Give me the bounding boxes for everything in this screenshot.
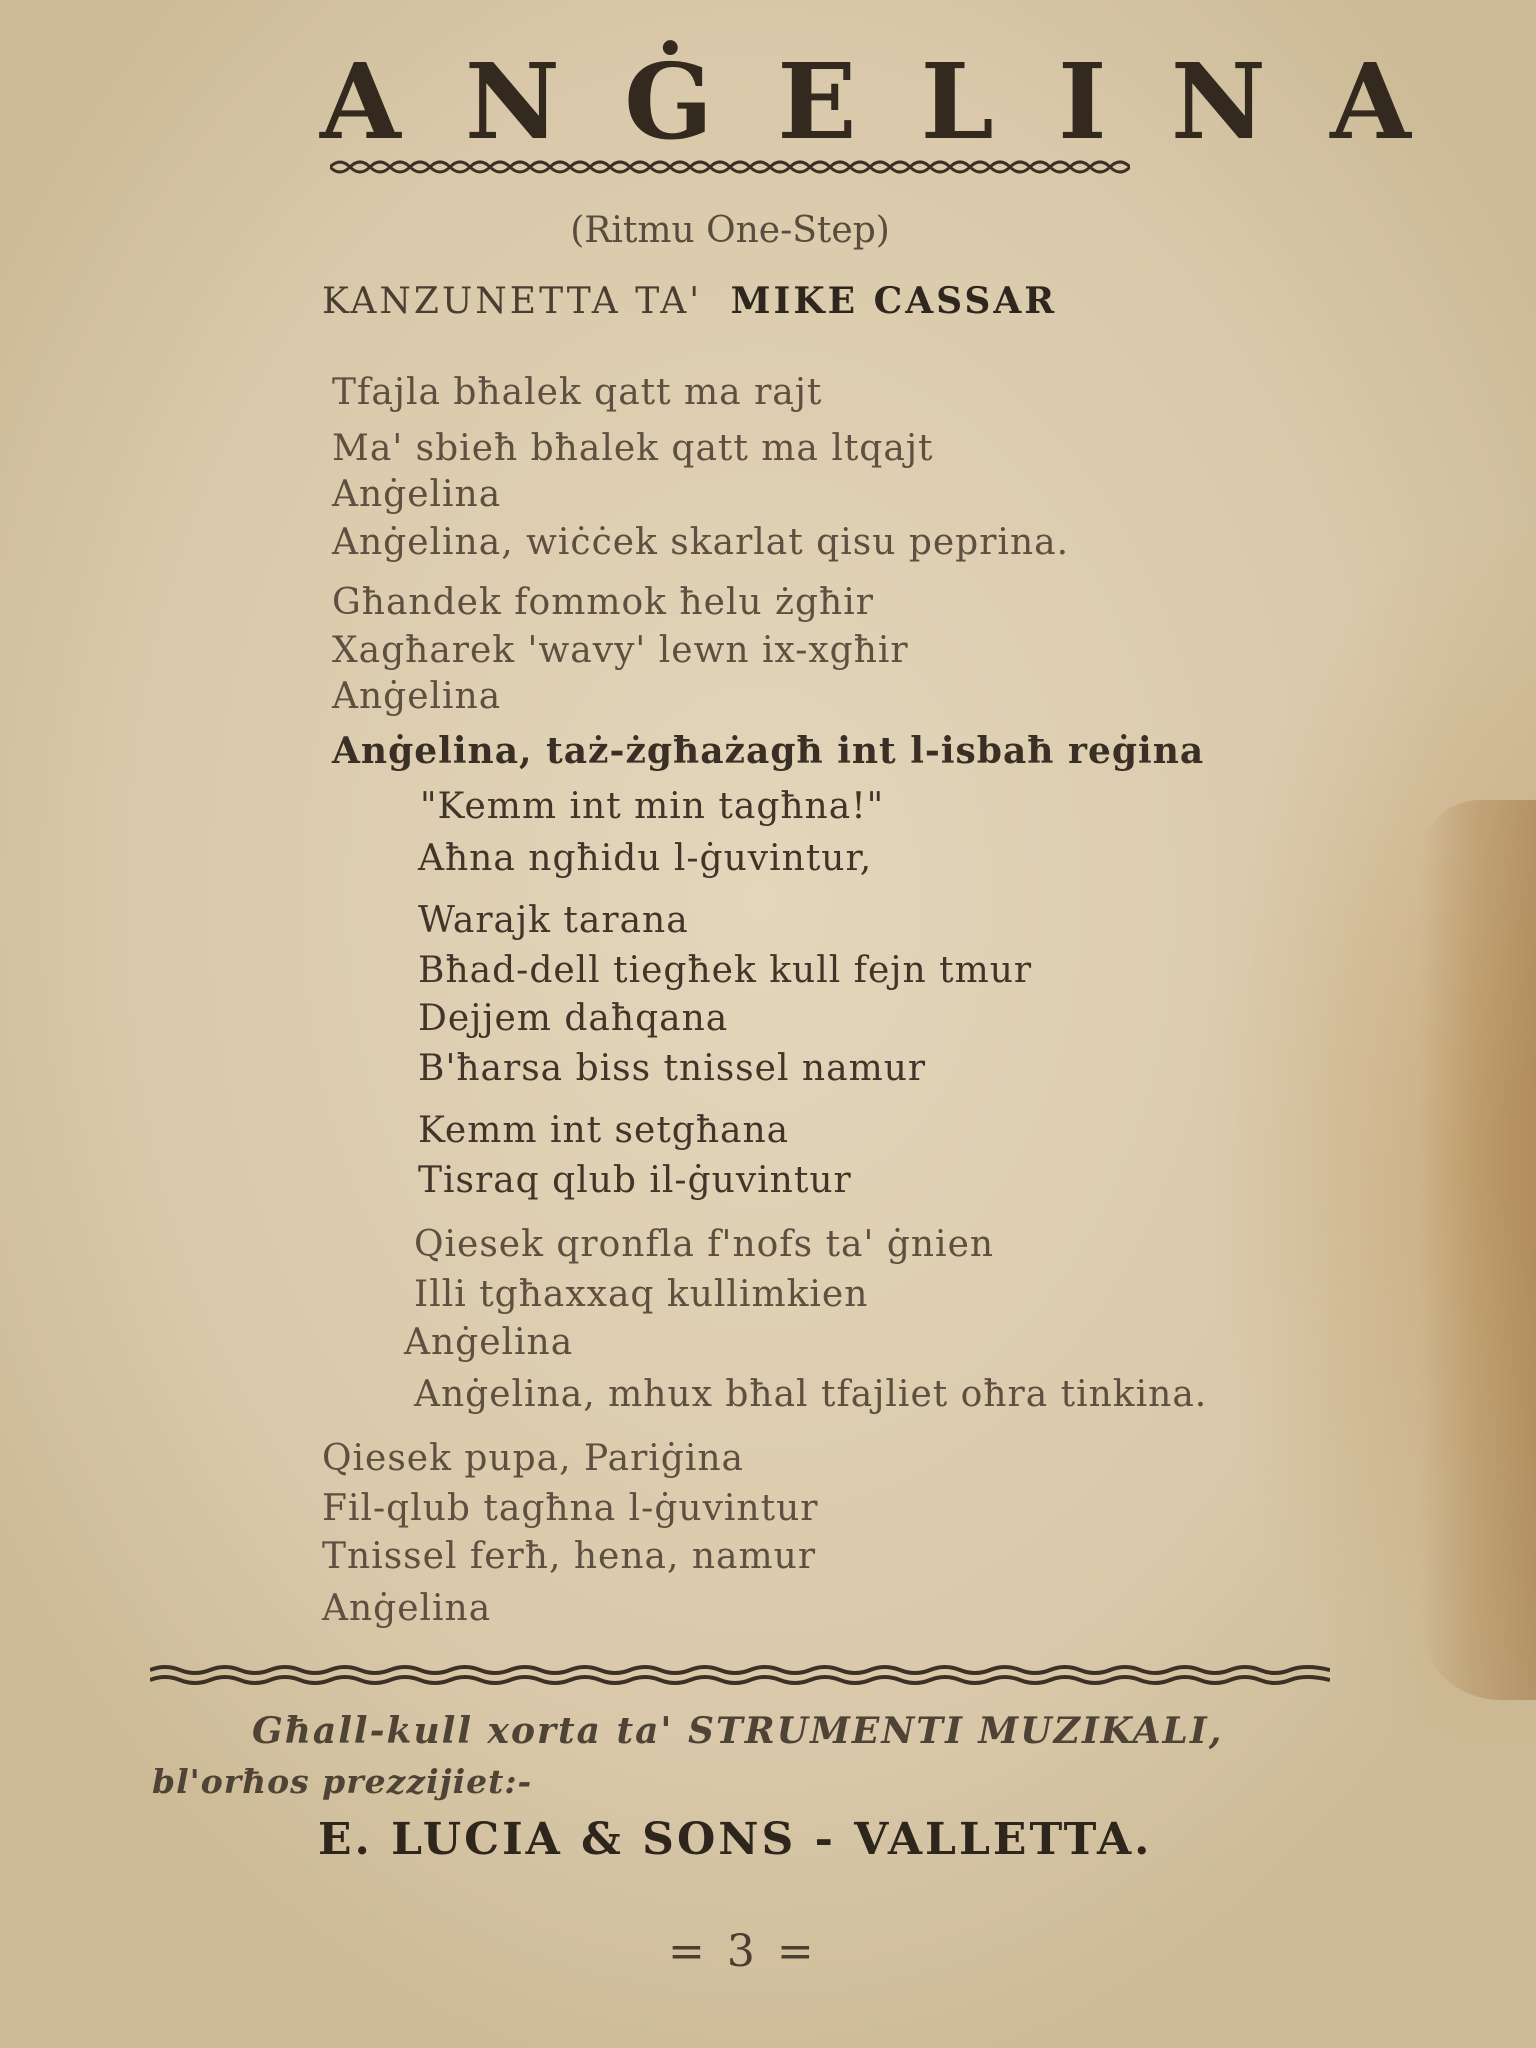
advert-line: bl'orħos prezzijiet:- xyxy=(152,1762,533,1801)
lyric-line: B'ħarsa biss tnissel namur xyxy=(418,1048,927,1089)
page-number: = 3 = xyxy=(668,1926,818,1977)
lyric-line: Xagħarek 'wavy' lewn ix-xgħir xyxy=(332,630,909,671)
lyric-line: Fil-qlub tagħna l-ġuvintur xyxy=(322,1488,819,1529)
credit-prefix: KANZUNETTA TA' xyxy=(322,281,703,322)
lyric-line: Qiesek pupa, Pariġina xyxy=(322,1438,744,1479)
credit-author: MIKE CASSAR xyxy=(730,280,1058,322)
lyric-line: Ma' sbieħ bħalek qatt ma ltqajt xyxy=(332,428,934,469)
lyric-line: Għandek fommok ħelu żgħir xyxy=(332,582,874,623)
lyric-line: Illi tgħaxxaq kullimkien xyxy=(414,1274,869,1315)
lyric-line: Kemm int setgħana xyxy=(418,1110,790,1151)
lyric-line: Anġelina, mhux bħal tfajliet oħra tinkina. xyxy=(414,1374,1208,1415)
lyric-line: Tfajla bħalek qatt ma rajt xyxy=(332,372,823,413)
lyric-line: Anġelina, taż-żgħażagħ int l-isbaħ reġina xyxy=(332,730,1205,772)
lyric-line: Dejjem daħqana xyxy=(418,998,729,1039)
lyric-line: Anġelina xyxy=(332,676,502,717)
lyric-line: Bħad-dell tiegħek kull fejn tmur xyxy=(418,950,1033,991)
lyric-line: "Kemm int min tagħna!" xyxy=(420,786,885,827)
lyric-line: Tnissel ferħ, hena, namur xyxy=(322,1536,817,1577)
advert-line: Għall-kull xorta ta' STRUMENTI MUZIKALI, xyxy=(252,1710,1224,1752)
lyric-line: Warajk tarana xyxy=(418,900,689,941)
lyric-line: Anġelina, wiċċek skarlat qisu peprina. xyxy=(332,522,1070,563)
song-rhythm: (Ritmu One-Step) xyxy=(570,210,890,251)
lyric-line: Anġelina xyxy=(332,474,502,515)
lyric-line: Qiesek qronfla f'nofs ta' ġnien xyxy=(414,1224,995,1265)
lyric-line: Tisraq qlub il-ġuvintur xyxy=(418,1160,852,1201)
wavy-divider xyxy=(150,1662,1330,1688)
lyric-line: Anġelina xyxy=(404,1322,574,1363)
lyric-line: Anġelina xyxy=(322,1588,492,1629)
lyric-line: Aħna ngħidu l-ġuvintur, xyxy=(418,838,873,879)
song-title: A N Ġ E L I N A xyxy=(320,40,1425,163)
advert-shop-name: E. LUCIA & SONS - VALLETTA. xyxy=(318,1814,1153,1865)
